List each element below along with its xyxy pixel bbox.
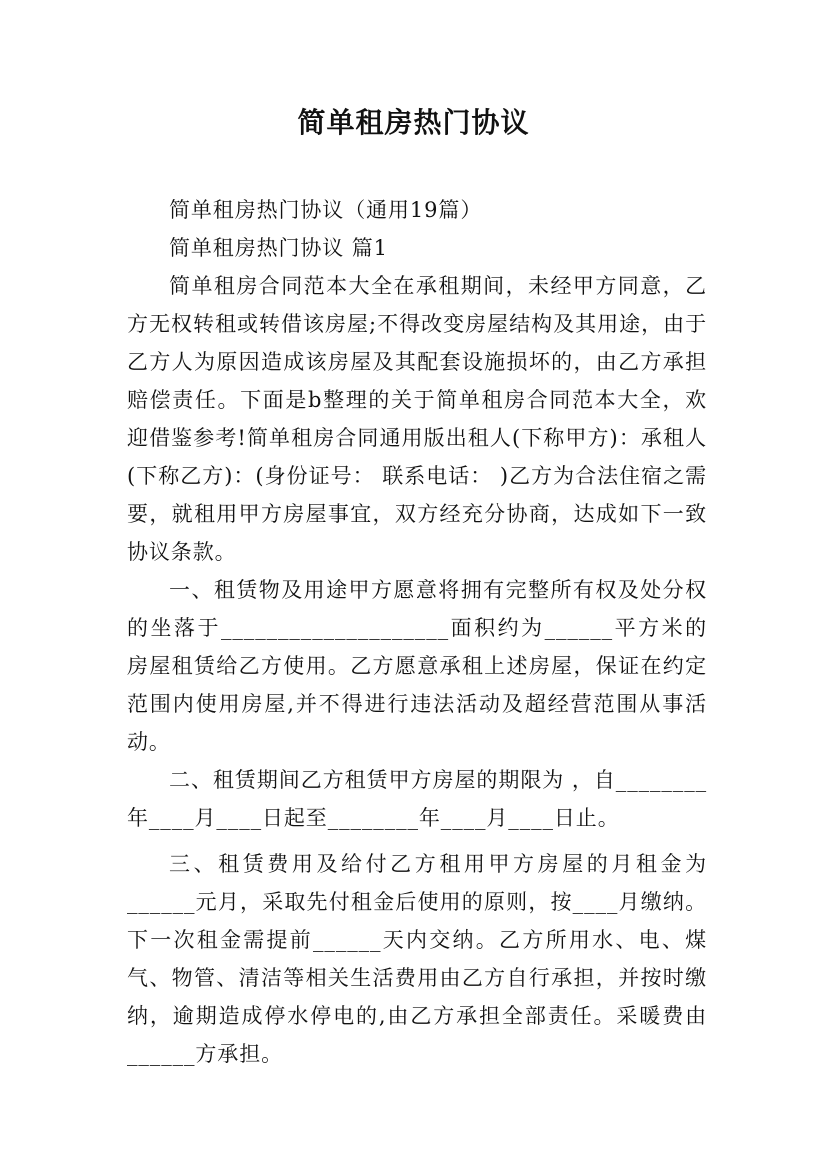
document-title: 简单租房热门协议 bbox=[297, 106, 530, 139]
paragraph-clause-1: 一、租赁物及用途甲方愿意将拥有完整所有权及处分权的坐落于____________________面积约为______平方米的房屋租赁给乙方使用。乙方愿意承租上述房屋，保证在约定范围内使用房屋,并不得进行违法活动及超经营范围从事活动。 bbox=[127, 578, 707, 754]
paragraph-subtitle: 简单租房热门协议（通用19篇） bbox=[169, 198, 483, 222]
paragraph-intro: 简单租房合同范本大全在承租期间，未经甲方同意，乙方无权转租或转借该房屋;不得改变房屋结构及其用途，由于乙方人为原因造成该房屋及其配套设施损坏的，由乙方承担赔偿责任。下面是b整理的关于简单租房合同范本大全，欢迎借鉴参考!简单租房合同通用版出租人(下称甲方)：承租人(下称乙方)：(身份证号： 联系电话： )乙方为合法住宿之需要，就租用甲方房屋事宜，双方经充分协商，达成如下一致协议条款。 bbox=[127, 274, 707, 564]
paragraph-clause-3: 三、租赁费用及给付乙方租用甲方房屋的月租金为______元月，采取先付租金后使用的原则，按____月缴纳。下一次租金需提前______天内交纳。乙方所用水、电、煤气、物管、清洁等相关生活费用由乙方自行承担，并按时缴纳，逾期造成停水停电的,由乙方承担全部责任。采暖费由______方承担。 bbox=[127, 852, 707, 1066]
paragraph-section-heading: 简单租房热门协议 篇1 bbox=[169, 236, 388, 260]
document-body bbox=[127, 191, 707, 1073]
paragraph-clause-2: 二、租赁期间乙方租赁甲方房屋的期限为 ，自________年____月____日起至________年____月____日止。 bbox=[127, 768, 707, 830]
